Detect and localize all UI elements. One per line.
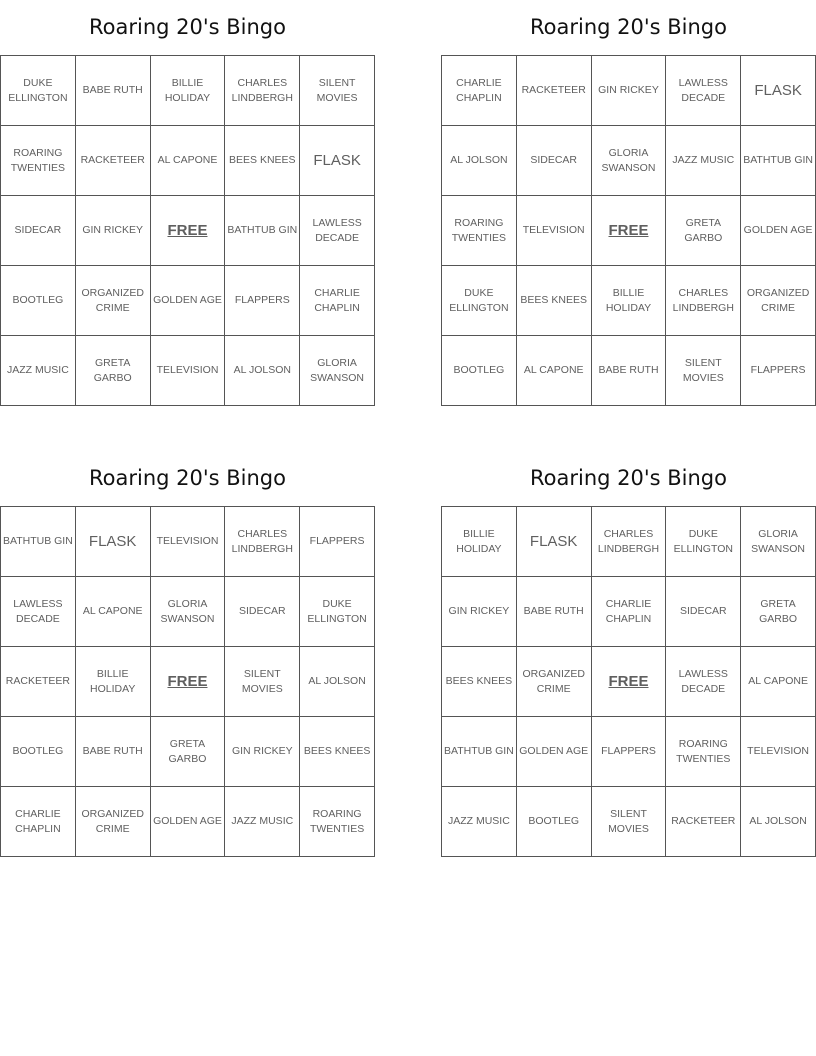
bingo-cell: GOLDEN AGE [151, 266, 226, 336]
bingo-cell: SILENT MOVIES [592, 787, 667, 857]
bingo-cell: BEES KNEES [517, 266, 592, 336]
bingo-cell: GRETA GARBO [151, 717, 226, 787]
bingo-cell: BATHTUB GIN [741, 126, 816, 196]
bingo-cell: CHARLES LINDBERGH [666, 266, 741, 336]
bingo-cell: TELEVISION [151, 507, 226, 577]
bingo-cell: AL JOLSON [741, 787, 816, 857]
bingo-cell: GLORIA SWANSON [741, 507, 816, 577]
bingo-cell: BOOTLEG [1, 266, 76, 336]
bingo-cell: TELEVISION [517, 196, 592, 266]
bingo-cell: CHARLIE CHAPLIN [1, 787, 76, 857]
bingo-cell: GLORIA SWANSON [151, 577, 226, 647]
card-title: Roaring 20's Bingo [89, 15, 286, 39]
bingo-cell: DUKE ELLINGTON [442, 266, 517, 336]
bingo-cell: JAZZ MUSIC [225, 787, 300, 857]
bingo-cell: CHARLES LINDBERGH [592, 507, 667, 577]
bingo-cell: SILENT MOVIES [300, 56, 375, 126]
bingo-cell: CHARLES LINDBERGH [225, 507, 300, 577]
bingo-cell: ORGANIZED CRIME [517, 647, 592, 717]
bingo-cell: AL CAPONE [76, 577, 151, 647]
bingo-cell: DUKE ELLINGTON [300, 577, 375, 647]
bingo-cell: ORGANIZED CRIME [741, 266, 816, 336]
bingo-cell: SIDECAR [1, 196, 76, 266]
card-title: Roaring 20's Bingo [530, 15, 727, 39]
bingo-grid [0, 506, 375, 857]
bingo-cell: ROARING TWENTIES [666, 717, 741, 787]
bingo-cell: RACKETEER [517, 56, 592, 126]
bingo-cell: TELEVISION [151, 336, 226, 406]
bingo-cell: TELEVISION [741, 717, 816, 787]
bingo-cell: BOOTLEG [517, 787, 592, 857]
bingo-cell: BILLIE HOLIDAY [151, 56, 226, 126]
bingo-cell: SIDECAR [517, 126, 592, 196]
bingo-cell: BATHTUB GIN [225, 196, 300, 266]
bingo-cell: CHARLIE CHAPLIN [300, 266, 375, 336]
bingo-cell: DUKE ELLINGTON [1, 56, 76, 126]
bingo-cell: GLORIA SWANSON [592, 126, 667, 196]
bingo-cell: BEES KNEES [300, 717, 375, 787]
bingo-cell: GIN RICKEY [592, 56, 667, 126]
bingo-grid [441, 506, 816, 857]
bingo-cell: FLAPPERS [592, 717, 667, 787]
bingo-cell: BABE RUTH [592, 336, 667, 406]
bingo-cell: AL JOLSON [442, 126, 517, 196]
bingo-cell: JAZZ MUSIC [442, 787, 517, 857]
bingo-cell: BOOTLEG [442, 336, 517, 406]
bingo-cell: RACKETEER [666, 787, 741, 857]
bingo-cell: LAWLESS DECADE [666, 56, 741, 126]
bingo-cell: RACKETEER [1, 647, 76, 717]
bingo-cell: FLASK [517, 507, 592, 577]
bingo-cell: AL CAPONE [741, 647, 816, 717]
bingo-cell: ROARING TWENTIES [442, 196, 517, 266]
free-space: FREE [592, 647, 667, 717]
bingo-cell: SIDECAR [225, 577, 300, 647]
free-space: FREE [151, 196, 226, 266]
bingo-cell: ORGANIZED CRIME [76, 266, 151, 336]
bingo-cell: BEES KNEES [442, 647, 517, 717]
bingo-grid [441, 55, 816, 406]
bingo-cell: BEES KNEES [225, 126, 300, 196]
bingo-cell: GOLDEN AGE [741, 196, 816, 266]
bingo-cell: RACKETEER [76, 126, 151, 196]
bingo-cell: FLASK [76, 507, 151, 577]
bingo-cell: GOLDEN AGE [517, 717, 592, 787]
bingo-cell: JAZZ MUSIC [666, 126, 741, 196]
bingo-cell: AL JOLSON [300, 647, 375, 717]
bingo-cell: BABE RUTH [76, 717, 151, 787]
bingo-grid [0, 55, 375, 406]
bingo-cell: GOLDEN AGE [151, 787, 226, 857]
bingo-cell: BILLIE HOLIDAY [76, 647, 151, 717]
card-title: Roaring 20's Bingo [89, 466, 286, 490]
bingo-cell: BILLIE HOLIDAY [442, 507, 517, 577]
bingo-cell: SILENT MOVIES [666, 336, 741, 406]
bingo-cell: GIN RICKEY [442, 577, 517, 647]
bingo-cell: BOOTLEG [1, 717, 76, 787]
bingo-cell: JAZZ MUSIC [1, 336, 76, 406]
bingo-cell: AL CAPONE [151, 126, 226, 196]
bingo-cell: ROARING TWENTIES [300, 787, 375, 857]
bingo-cell: GIN RICKEY [225, 717, 300, 787]
bingo-cell: LAWLESS DECADE [300, 196, 375, 266]
bingo-cell: BABE RUTH [517, 577, 592, 647]
bingo-cell: AL JOLSON [225, 336, 300, 406]
bingo-cell: SILENT MOVIES [225, 647, 300, 717]
bingo-cell: FLASK [300, 126, 375, 196]
bingo-cell: CHARLIE CHAPLIN [592, 577, 667, 647]
bingo-cell: CHARLIE CHAPLIN [442, 56, 517, 126]
bingo-cell: GRETA GARBO [76, 336, 151, 406]
bingo-cell: LAWLESS DECADE [666, 647, 741, 717]
bingo-cell: SIDECAR [666, 577, 741, 647]
bingo-cell: LAWLESS DECADE [1, 577, 76, 647]
bingo-cell: BATHTUB GIN [1, 507, 76, 577]
bingo-cell: FLASK [741, 56, 816, 126]
bingo-cell: AL CAPONE [517, 336, 592, 406]
bingo-cell: BATHTUB GIN [442, 717, 517, 787]
bingo-cell: DUKE ELLINGTON [666, 507, 741, 577]
bingo-cell: GRETA GARBO [666, 196, 741, 266]
bingo-cell: GIN RICKEY [76, 196, 151, 266]
bingo-cell: GRETA GARBO [741, 577, 816, 647]
card-title: Roaring 20's Bingo [530, 466, 727, 490]
free-space: FREE [592, 196, 667, 266]
bingo-cell: CHARLES LINDBERGH [225, 56, 300, 126]
bingo-cell: FLAPPERS [300, 507, 375, 577]
bingo-cell: ORGANIZED CRIME [76, 787, 151, 857]
bingo-cell: ROARING TWENTIES [1, 126, 76, 196]
bingo-cell: BABE RUTH [76, 56, 151, 126]
bingo-cell: FLAPPERS [225, 266, 300, 336]
free-space: FREE [151, 647, 226, 717]
bingo-cell: FLAPPERS [741, 336, 816, 406]
bingo-cell: GLORIA SWANSON [300, 336, 375, 406]
bingo-cell: BILLIE HOLIDAY [592, 266, 667, 336]
